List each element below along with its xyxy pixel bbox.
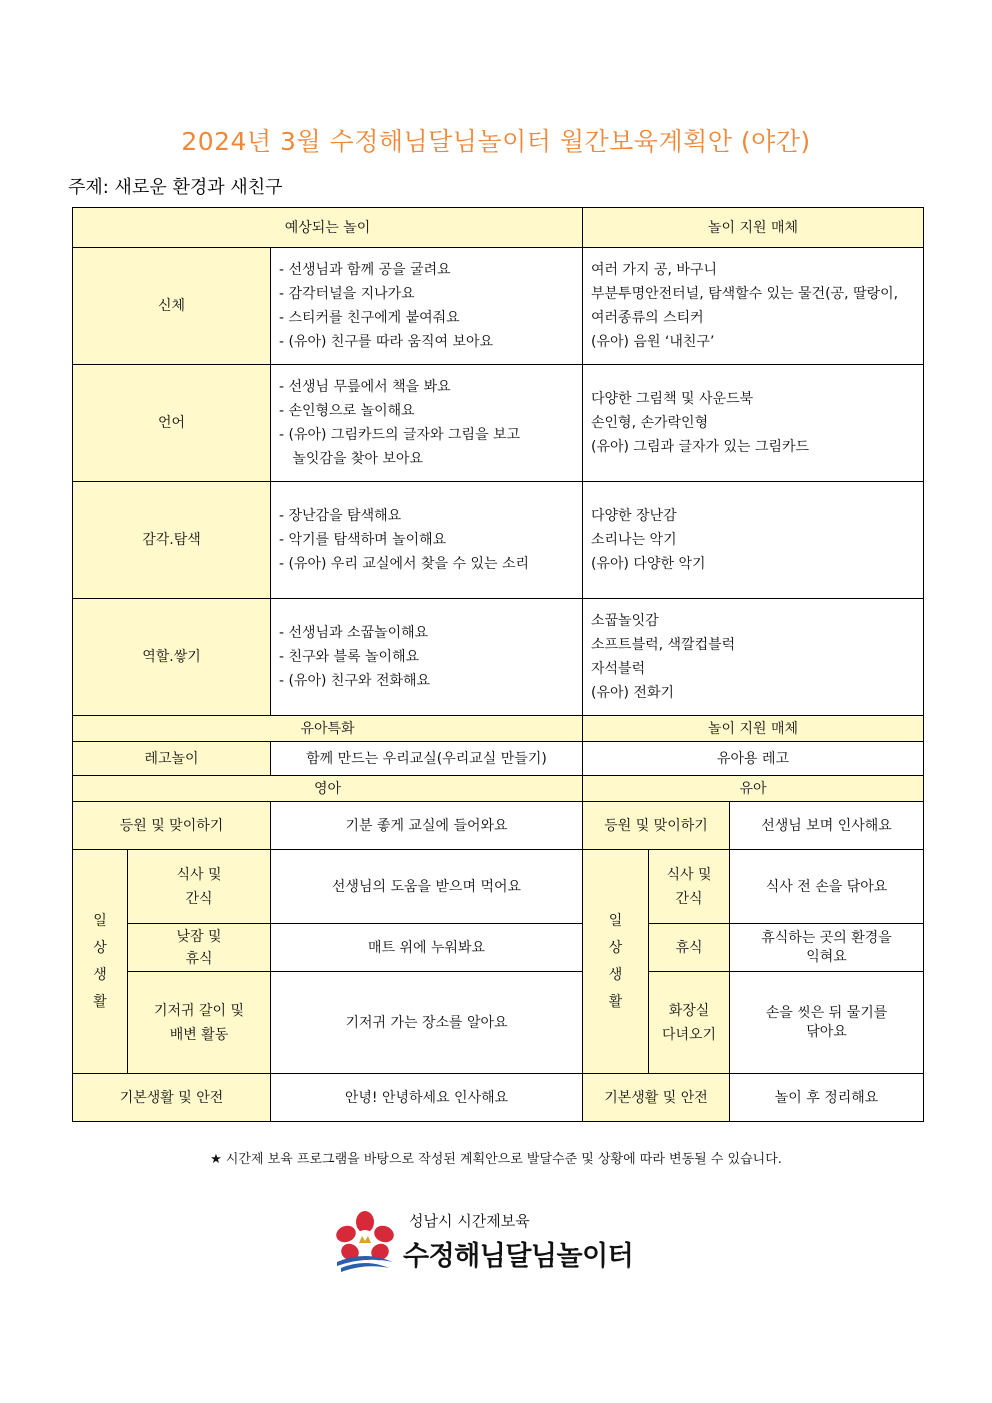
play-row	[73, 365, 924, 482]
basic-row	[73, 1074, 924, 1122]
rest-row	[73, 924, 924, 972]
infant-daily-life-label: 일 상 생 활	[73, 850, 128, 1074]
activity-item: - 장난감을 탐색해요	[279, 508, 402, 524]
media-item: 소리나는 악기	[591, 532, 677, 548]
media-cell	[583, 599, 924, 716]
media-item: 자석블럭	[591, 661, 646, 677]
category-cell: 언어	[73, 365, 271, 482]
infant-basic-label: 기본생활 및 안전	[73, 1074, 271, 1122]
toddler-rest: 휴식하는 곳의 환경을 익혀요	[730, 924, 924, 972]
toddler-meal-label: 식사 및 간식	[649, 850, 730, 924]
category-cell: 감각.탐색	[73, 482, 271, 599]
media-cell	[583, 482, 924, 599]
activities-cell	[271, 482, 583, 599]
toddler-meal: 식사 전 손을 닦아요	[730, 850, 924, 924]
media-item: 부분투명안전터널, 탐색할수 있는 물건(공, 딸랑이,	[591, 286, 899, 302]
infant-diaper: 기저귀 가는 장소를 알아요	[271, 972, 583, 1074]
toddler-rest-label: 휴식	[649, 924, 730, 972]
special-header-row	[73, 716, 924, 742]
infant-arrival: 기분 좋게 교실에 들어와요	[271, 802, 583, 850]
category-cell: 역할.쌓기	[73, 599, 271, 716]
media-item: 다양한 장난감	[591, 508, 677, 524]
activity-item: - 악기를 탐색하며 놀이해요	[279, 532, 447, 548]
category-cell: 신체	[73, 248, 271, 365]
toddler-daily-life-label: 일 상 생 활	[583, 850, 649, 1074]
activity-item: - (유아) 우리 교실에서 찾을 수 있는 소리	[279, 556, 529, 572]
special-activity: 함께 만드는 우리교실(우리교실 만들기)	[271, 742, 583, 776]
page-title: 2024년 3월 수정해님달님놀이터 월간보육계획안 (야간)	[181, 127, 811, 156]
activity-item: - 손인형으로 놀이해요	[279, 403, 415, 419]
plan-table	[72, 207, 924, 1122]
meal-row	[73, 850, 924, 924]
activity-item: - 친구와 블록 놀이해요	[279, 649, 420, 665]
logo-title: 수정해님달님놀이터	[403, 1241, 634, 1272]
special-category: 레고놀이	[73, 742, 271, 776]
footnote: ★ 시간제 보육 프로그램을 바탕으로 작성된 계획안으로 발달수준 및 상황에 따라 변동될 수 있습니다.	[210, 1152, 782, 1167]
activity-item: - (유아) 친구와 전화해요	[279, 673, 431, 689]
special-row	[73, 742, 924, 776]
activity-item: - (유아) 그림카드의 글자와 그림을 보고	[279, 427, 521, 443]
toilet-row	[73, 972, 924, 1074]
special-media-header: 놀이 지원 매체	[583, 716, 924, 742]
activities-cell	[271, 599, 583, 716]
play-row	[73, 482, 924, 599]
activity-item: - 선생님과 함께 공을 굴려요	[279, 262, 451, 278]
infant-basic: 안녕! 안녕하세요 인사해요	[271, 1074, 583, 1122]
infant-meal: 선생님의 도움을 받으며 먹어요	[271, 850, 583, 924]
subject-line: 주제: 새로운 환경과 새친구	[68, 177, 283, 198]
play-header-row	[73, 208, 924, 248]
media-item: (유아) 다양한 악기	[591, 556, 706, 572]
infant-header: 영아	[73, 776, 583, 802]
toddler-toilet: 손을 씻은 뒤 물기를 닦아요	[730, 972, 924, 1074]
activity-item: - 선생님 무릎에서 책을 봐요	[279, 379, 451, 395]
media-header: 놀이 지원 매체	[583, 208, 924, 248]
activity-item: 놀잇감을 찾아 보아요	[279, 451, 423, 467]
activity-item: - (유아) 친구를 따라 움직여 보아요	[279, 334, 494, 350]
play-header: 예상되는 놀이	[73, 208, 583, 248]
seongnam-flower-logo-icon	[333, 1210, 397, 1274]
special-header: 유아특화	[73, 716, 583, 742]
organization-logo	[333, 1208, 653, 1278]
activity-item: - 선생님과 소꿉놀이해요	[279, 625, 429, 641]
toddler-arrival: 선생님 보며 인사해요	[730, 802, 924, 850]
activities-cell	[271, 365, 583, 482]
toddler-header: 유아	[583, 776, 924, 802]
special-media: 유아용 레고	[583, 742, 924, 776]
media-cell	[583, 248, 924, 365]
media-item: 다양한 그림책 및 사운드북	[591, 391, 754, 407]
arrival-row	[73, 802, 924, 850]
infant-meal-label: 식사 및 간식	[128, 850, 271, 924]
media-item: (유아) 음원 ‘내친구’	[591, 334, 715, 350]
media-item: 여러 가지 공, 바구니	[591, 262, 717, 278]
media-item: 소프트블럭, 색깔컵블럭	[591, 637, 736, 653]
media-item: 손인형, 손가락인형	[591, 415, 709, 431]
media-item: 여러종류의 스티커	[591, 310, 704, 326]
infant-arrival-label: 등원 및 맞이하기	[73, 802, 271, 850]
play-row	[73, 599, 924, 716]
media-item: 소꿉놀잇감	[591, 613, 659, 629]
play-row	[73, 248, 924, 365]
media-item: (유아) 전화기	[591, 685, 674, 701]
toddler-arrival-label: 등원 및 맞이하기	[583, 802, 730, 850]
activity-item: - 감각터널을 지나가요	[279, 286, 415, 302]
toddler-toilet-label: 화장실 다녀오기	[649, 972, 730, 1074]
age-header-row	[73, 776, 924, 802]
activity-item: - 스티커를 친구에게 붙여줘요	[279, 310, 460, 326]
logo-subtitle: 성남시 시간제보육	[409, 1212, 530, 1230]
infant-diaper-label: 기저귀 갈이 및 배변 활동	[128, 972, 271, 1074]
toddler-basic: 놀이 후 정리해요	[730, 1074, 924, 1122]
media-cell	[583, 365, 924, 482]
infant-nap-label: 낮잠 및 휴식	[128, 924, 271, 972]
infant-nap: 매트 위에 누워봐요	[271, 924, 583, 972]
activities-cell	[271, 248, 583, 365]
toddler-basic-label: 기본생활 및 안전	[583, 1074, 730, 1122]
media-item: (유아) 그림과 글자가 있는 그림카드	[591, 439, 810, 455]
